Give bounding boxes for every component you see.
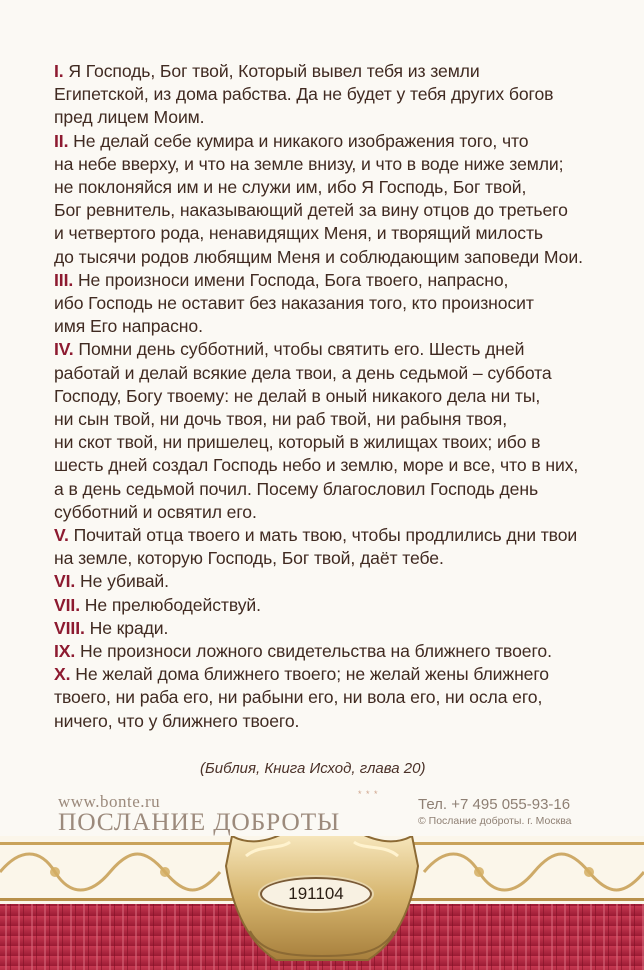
commandment-line [54,663,614,686]
commandment-line [54,199,614,222]
commandment-line [54,176,614,199]
commandment-text: до тысячи родов любящим Меня и соблюдающим заповеди Мои. [54,246,583,267]
commandment-numeral: II. [54,130,69,151]
commandment-line [54,246,614,269]
commandment-numeral: VII. [54,594,80,615]
commandment-text: пред лицем Моим. [54,107,205,128]
commandment-numeral: I. [54,61,64,81]
commandment-text: Не желай дома ближнего твоего; не желай жены ближнего [75,664,549,685]
commandment-line [54,617,614,640]
commandment-text: ибо Господь не оставит без наказания того, кто произносит [54,293,534,314]
commandment-text: Бог ревнитель, наказывающий детей за вину отцов до третьего [54,200,568,221]
commandment-text: Помни день субботний, чтобы святить его. Шесть дней [78,339,525,360]
copyright: © Послание доброты. г. Москва [418,815,572,827]
commandment-line [54,547,614,570]
commandment-text: субботний и освятил его. [54,501,257,522]
commandment-line [54,292,614,315]
commandment-line [54,153,614,176]
commandment-text: и четвертого рода, ненавидящих Меня, и творящий милость [54,223,543,244]
commandment-numeral: X. [54,664,71,685]
brand-stars: * * * [358,789,379,799]
commandment-text: имя Его напрасно. [54,316,203,337]
commandment-line [54,83,614,106]
commandment-text: на небе вверху, и что на земле внизу, и что в воде ниже земли; [54,153,564,174]
commandment-numeral: VI. [54,571,76,592]
commandment-line [54,408,614,431]
commandment-line [54,431,614,454]
commandment-text: Египетской, из дома рабства. Да не будет у тебя других богов [54,84,554,105]
commandment-text: ни скот твой, ни пришелец, который в жилищах твоих; ибо в [54,432,541,453]
commandment-line [54,454,614,477]
commandment-text: ни сын твой, ни дочь твоя, ни раб твой, ни рабыня твоя, [54,409,508,430]
commandment-text: Не убивай. [80,571,169,592]
commandment-line [54,315,614,338]
commandment-line [54,130,614,153]
commandment-text: на земле, которую Господь, Бог твой, даёт тебе. [54,548,444,569]
commandment-text: Почитай отца твоего и мать твою, чтобы продлились дни твои [73,525,578,546]
commandment-text: Не произноси имени Господа, Бога твоего, напрасно, [77,269,509,290]
commandment-line [54,362,614,385]
commandment-text: Не кради. [89,617,169,638]
commandment-line [54,594,614,617]
commandment-numeral: IV. [54,339,74,360]
commandment-line [54,524,614,547]
commandment-numeral: IX. [54,641,76,662]
citation: (Библия, Книга Исход, глава 20) [200,760,426,777]
commandment-line [54,686,614,709]
commandment-text: Я Господь, Бог твой, Который вывел тебя из земли [68,61,480,81]
commandment-line [54,222,614,245]
commandment-line [54,269,614,292]
commandment-numeral: V. [54,525,69,546]
product-code: 191104 [260,877,372,911]
commandment-line [54,106,614,129]
commandment-line [54,478,614,501]
commandment-text: не поклоняйся им и не служи им, ибо Я Господь, Бог твой, [54,177,527,198]
contact-phone: Тел. +7 495 055-93-16 [418,796,571,813]
commandment-line [54,338,614,361]
commandment-text: ничего, что у ближнего твоего. [54,710,300,731]
commandment-line [54,501,614,524]
commandment-line [54,385,614,408]
commandment-line [54,60,614,83]
commandment-text: Не прелюбодействуй. [84,594,261,615]
commandment-text: работай и делай всякие дела твои, а день седьмой – суббота [54,362,552,383]
commandment-numeral: VIII. [54,617,85,638]
commandment-line [54,640,614,663]
commandment-text: Господу, Богу твоему: не делай в оный никакого дела ни ты, [54,385,541,406]
commandment-text: а в день седьмой почил. Посему благословил Господь день [54,478,539,499]
brand-name: ПОСЛАНИЕ ДОБРОТЫ [58,807,340,836]
commandments-text [54,60,614,733]
commandment-line [54,710,614,733]
brand-url: www.bonte.ru [58,792,161,811]
commandment-text: шесть дней создал Господь небо и землю, море и все, что в них, [54,455,579,476]
commandment-line [54,570,614,593]
commandment-numeral: III. [54,269,74,290]
commandment-text: Не делай себе кумира и никакого изображения того, что [73,130,529,151]
commandment-text: твоего, ни раба его, ни рабыни его, ни вола его, ни осла его, [54,687,543,708]
commandment-text: Не произноси ложного свидетельства на ближнего твоего. [80,641,552,662]
